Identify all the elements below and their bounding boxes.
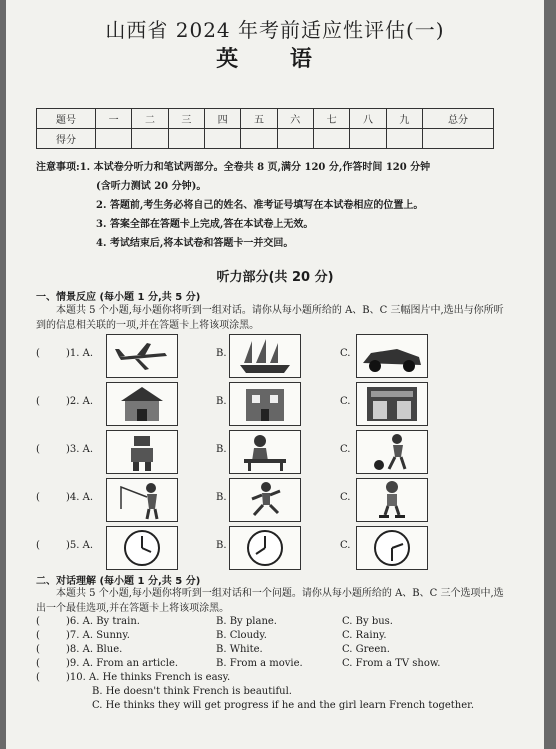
answer-blank[interactable]: ( (36, 492, 40, 503)
option-a: )7. A. Sunny. (66, 630, 130, 641)
question-number: )4. A. (66, 492, 94, 503)
score-cell: 题号 (37, 109, 96, 129)
notes-item: 4. 考试结束后,将本试卷和答题卡一并交回。 (96, 238, 294, 249)
answer-blank[interactable]: ( (36, 616, 40, 627)
clock-icon (229, 526, 301, 570)
score-cell: 八 (350, 109, 386, 129)
option-b: B. White. (216, 644, 263, 655)
question-row-8 (36, 643, 516, 657)
running-icon (229, 478, 301, 522)
exam-notes (36, 158, 516, 253)
notes-item: 3. 答案全部在答题卡上完成,答在本试卷上无效。 (96, 219, 314, 230)
option-b: B. By plane. (216, 616, 277, 627)
answer-blank[interactable]: ( (36, 348, 40, 359)
question-row-5 (36, 526, 506, 570)
part2-heading: 二、对话理解 (每小题 1 分,共 5 分) (36, 576, 201, 587)
option-b-label: B. (216, 540, 227, 551)
score-table-header-row (37, 109, 494, 129)
question-number: )3. A. (66, 444, 94, 455)
exam-paper (6, 0, 544, 749)
answer-blank[interactable]: ( (36, 396, 40, 407)
notes-item: 1. 本试卷分听力和笔试两部分。全卷共 8 页,满分 120 分,作答时间 120 分钟 (79, 162, 431, 173)
score-cell: 九 (386, 109, 422, 129)
part1-heading: 一、情景反应 (每小题 1 分,共 5 分) (36, 292, 201, 303)
answer-blank[interactable]: ( (36, 444, 40, 455)
score-blank[interactable] (386, 129, 422, 149)
option-b: B. He doesn't think French is beautiful. (92, 686, 292, 697)
score-table-score-row (37, 129, 494, 149)
score-blank[interactable] (168, 129, 204, 149)
exam-title: 山西省 2024 年考前适应性评估(一) (105, 18, 445, 42)
building-icon (229, 382, 301, 426)
part2-instructions: 本题共 5 个小题,每小题你将听到一组对话和一个问题。请你从每小题所给的 A、B、C 三个选项中,选出一个最佳选项,并在答题卡上将该项涂黑。 (36, 588, 504, 614)
fishing-icon (106, 478, 178, 522)
score-blank[interactable] (423, 129, 494, 149)
score-cell: 一 (96, 109, 132, 129)
option-b-label: B. (216, 348, 227, 359)
option-b-label: B. (216, 396, 227, 407)
airplane-icon (106, 334, 178, 378)
option-c: C. Green. (342, 644, 390, 655)
subject-title: 英 语 (216, 46, 334, 72)
question-row-10-b (36, 685, 516, 699)
question-row-9 (36, 657, 516, 671)
skating-icon (356, 478, 428, 522)
student-desk-icon (229, 430, 301, 474)
score-blank[interactable] (204, 129, 240, 149)
option-c: C. From a TV show. (342, 658, 441, 669)
score-cell: 三 (168, 109, 204, 129)
question-row-4 (36, 478, 506, 522)
option-c-label: C. (340, 492, 351, 503)
robot-icon (106, 430, 178, 474)
shop-icon (356, 382, 428, 426)
option-c-label: C. (340, 540, 351, 551)
question-row-6 (36, 615, 516, 629)
score-blank[interactable] (313, 129, 349, 149)
question-row-1 (36, 334, 506, 378)
dialog-questions (36, 615, 516, 713)
soccer-player-icon (356, 430, 428, 474)
option-b-label: B. (216, 492, 227, 503)
question-row-7 (36, 629, 516, 643)
score-cell: 七 (313, 109, 349, 129)
listening-section-title: 听力部分(共 20 分) (216, 270, 334, 285)
clock-icon (356, 526, 428, 570)
answer-blank[interactable]: ( (36, 672, 40, 683)
option-c: C. He thinks they will get progress if he and the girl learn French together. (92, 700, 475, 711)
question-number: )5. A. (66, 540, 94, 551)
notes-item: (含听力测试 20 分钟)。 (96, 181, 207, 192)
option-b: B. Cloudy. (216, 630, 267, 641)
option-a: )9. A. From an article. (66, 658, 179, 669)
answer-blank[interactable]: ( (36, 540, 40, 551)
option-c: C. Rainy. (342, 630, 387, 641)
score-blank[interactable] (96, 129, 132, 149)
notes-label: 注意事项: (36, 162, 80, 173)
question-row-3 (36, 430, 506, 474)
option-c-label: C. (340, 444, 351, 455)
question-number: )1. A. (66, 348, 94, 359)
question-row-2 (36, 382, 506, 426)
option-c: C. By bus. (342, 616, 393, 627)
score-table (36, 108, 494, 149)
answer-blank[interactable]: ( (36, 658, 40, 669)
score-blank[interactable] (132, 129, 168, 149)
option-b-label: B. (216, 444, 227, 455)
question-number: )2. A. (66, 396, 94, 407)
sailing-ship-icon (229, 334, 301, 378)
answer-blank[interactable]: ( (36, 644, 40, 655)
clock-icon (106, 526, 178, 570)
option-a: )6. A. By train. (66, 616, 140, 627)
option-c-label: C. (340, 348, 351, 359)
race-car-icon (356, 334, 428, 378)
answer-blank[interactable]: ( (36, 630, 40, 641)
part1-instructions: 本题共 5 个小题,每小题你将听到一组对话。请你从每小题所给的 A、B、C 三幅图片中,选出与你所听到的信息相关联的一项,并在答题卡上将该项涂黑。 (36, 305, 504, 331)
question-row-10-c (36, 699, 516, 713)
question-row-10 (36, 671, 516, 685)
score-cell: 四 (204, 109, 240, 129)
option-c-label: C. (340, 396, 351, 407)
score-cell: 五 (241, 109, 277, 129)
score-blank[interactable] (277, 129, 313, 149)
house-icon (106, 382, 178, 426)
option-b: B. From a movie. (216, 658, 303, 669)
option-a: )8. A. Blue. (66, 644, 123, 655)
score-cell: 二 (132, 109, 168, 129)
score-blank[interactable] (241, 129, 277, 149)
score-blank[interactable] (350, 129, 386, 149)
score-row-label: 得分 (37, 129, 96, 149)
notes-item: 2. 答题前,考生务必将自己的姓名、准考证号填写在本试卷相应的位置上。 (96, 200, 424, 211)
score-cell: 总分 (423, 109, 494, 129)
option-a: )10. A. He thinks French is easy. (66, 672, 231, 683)
score-cell: 六 (277, 109, 313, 129)
